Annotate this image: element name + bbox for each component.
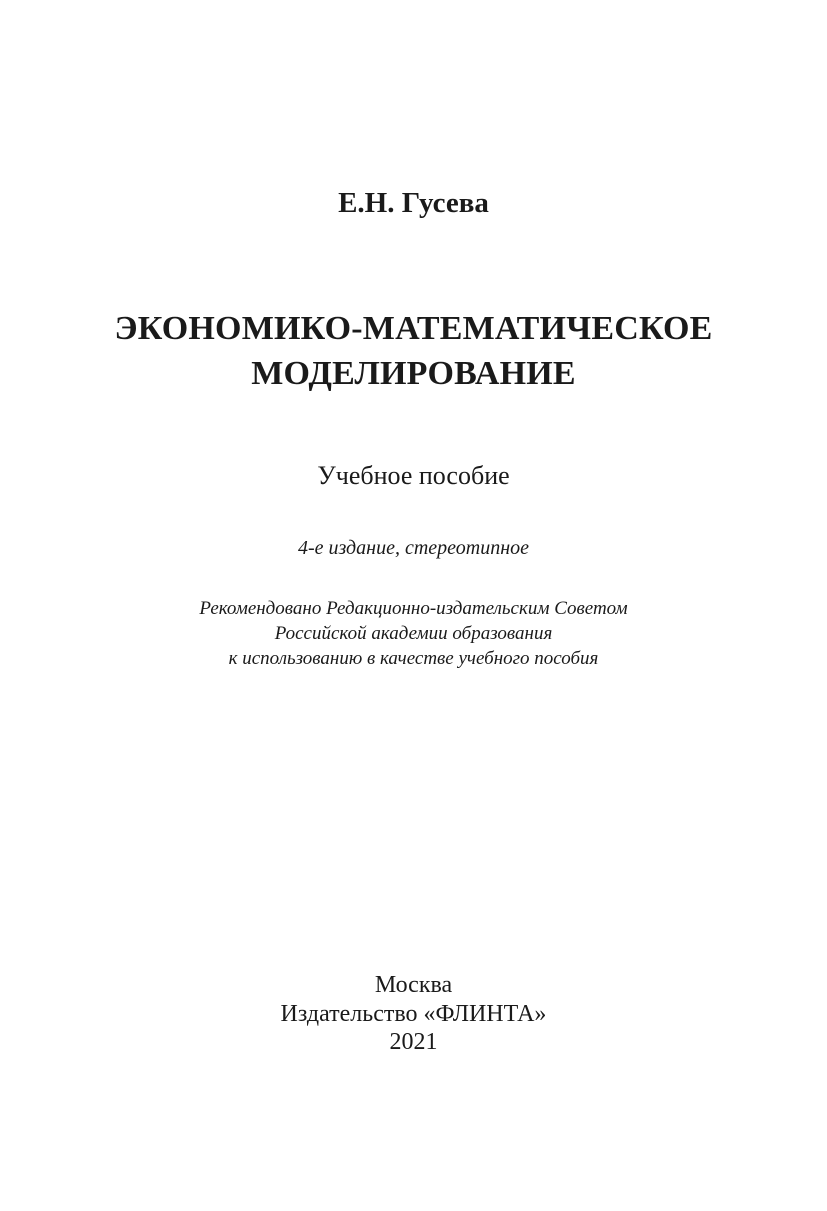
recommendation-line-2: Российской академии образования bbox=[274, 623, 553, 644]
book-title-line-2: МОДЕЛИРОВАНИЕ bbox=[251, 355, 576, 392]
author-name: Е.Н. Гусева bbox=[338, 187, 489, 219]
imprint-city: Москва bbox=[374, 972, 453, 998]
recommendation-line-3: к использованию в качестве учебного пособия bbox=[228, 648, 599, 669]
book-subtitle: Учебное пособие bbox=[317, 461, 510, 490]
book-title-line-1: ЭКОНОМИКО-МАТЕМАТИЧЕСКОЕ bbox=[114, 310, 713, 347]
imprint-year: 2021 bbox=[389, 1029, 438, 1055]
recommendation-line-1: Рекомендовано Редакционно-издательским Советом bbox=[199, 598, 628, 619]
imprint-publisher: Издательство «ФЛИНТА» bbox=[280, 1001, 547, 1027]
edition-note: 4-е издание, стереотипное bbox=[297, 537, 530, 559]
